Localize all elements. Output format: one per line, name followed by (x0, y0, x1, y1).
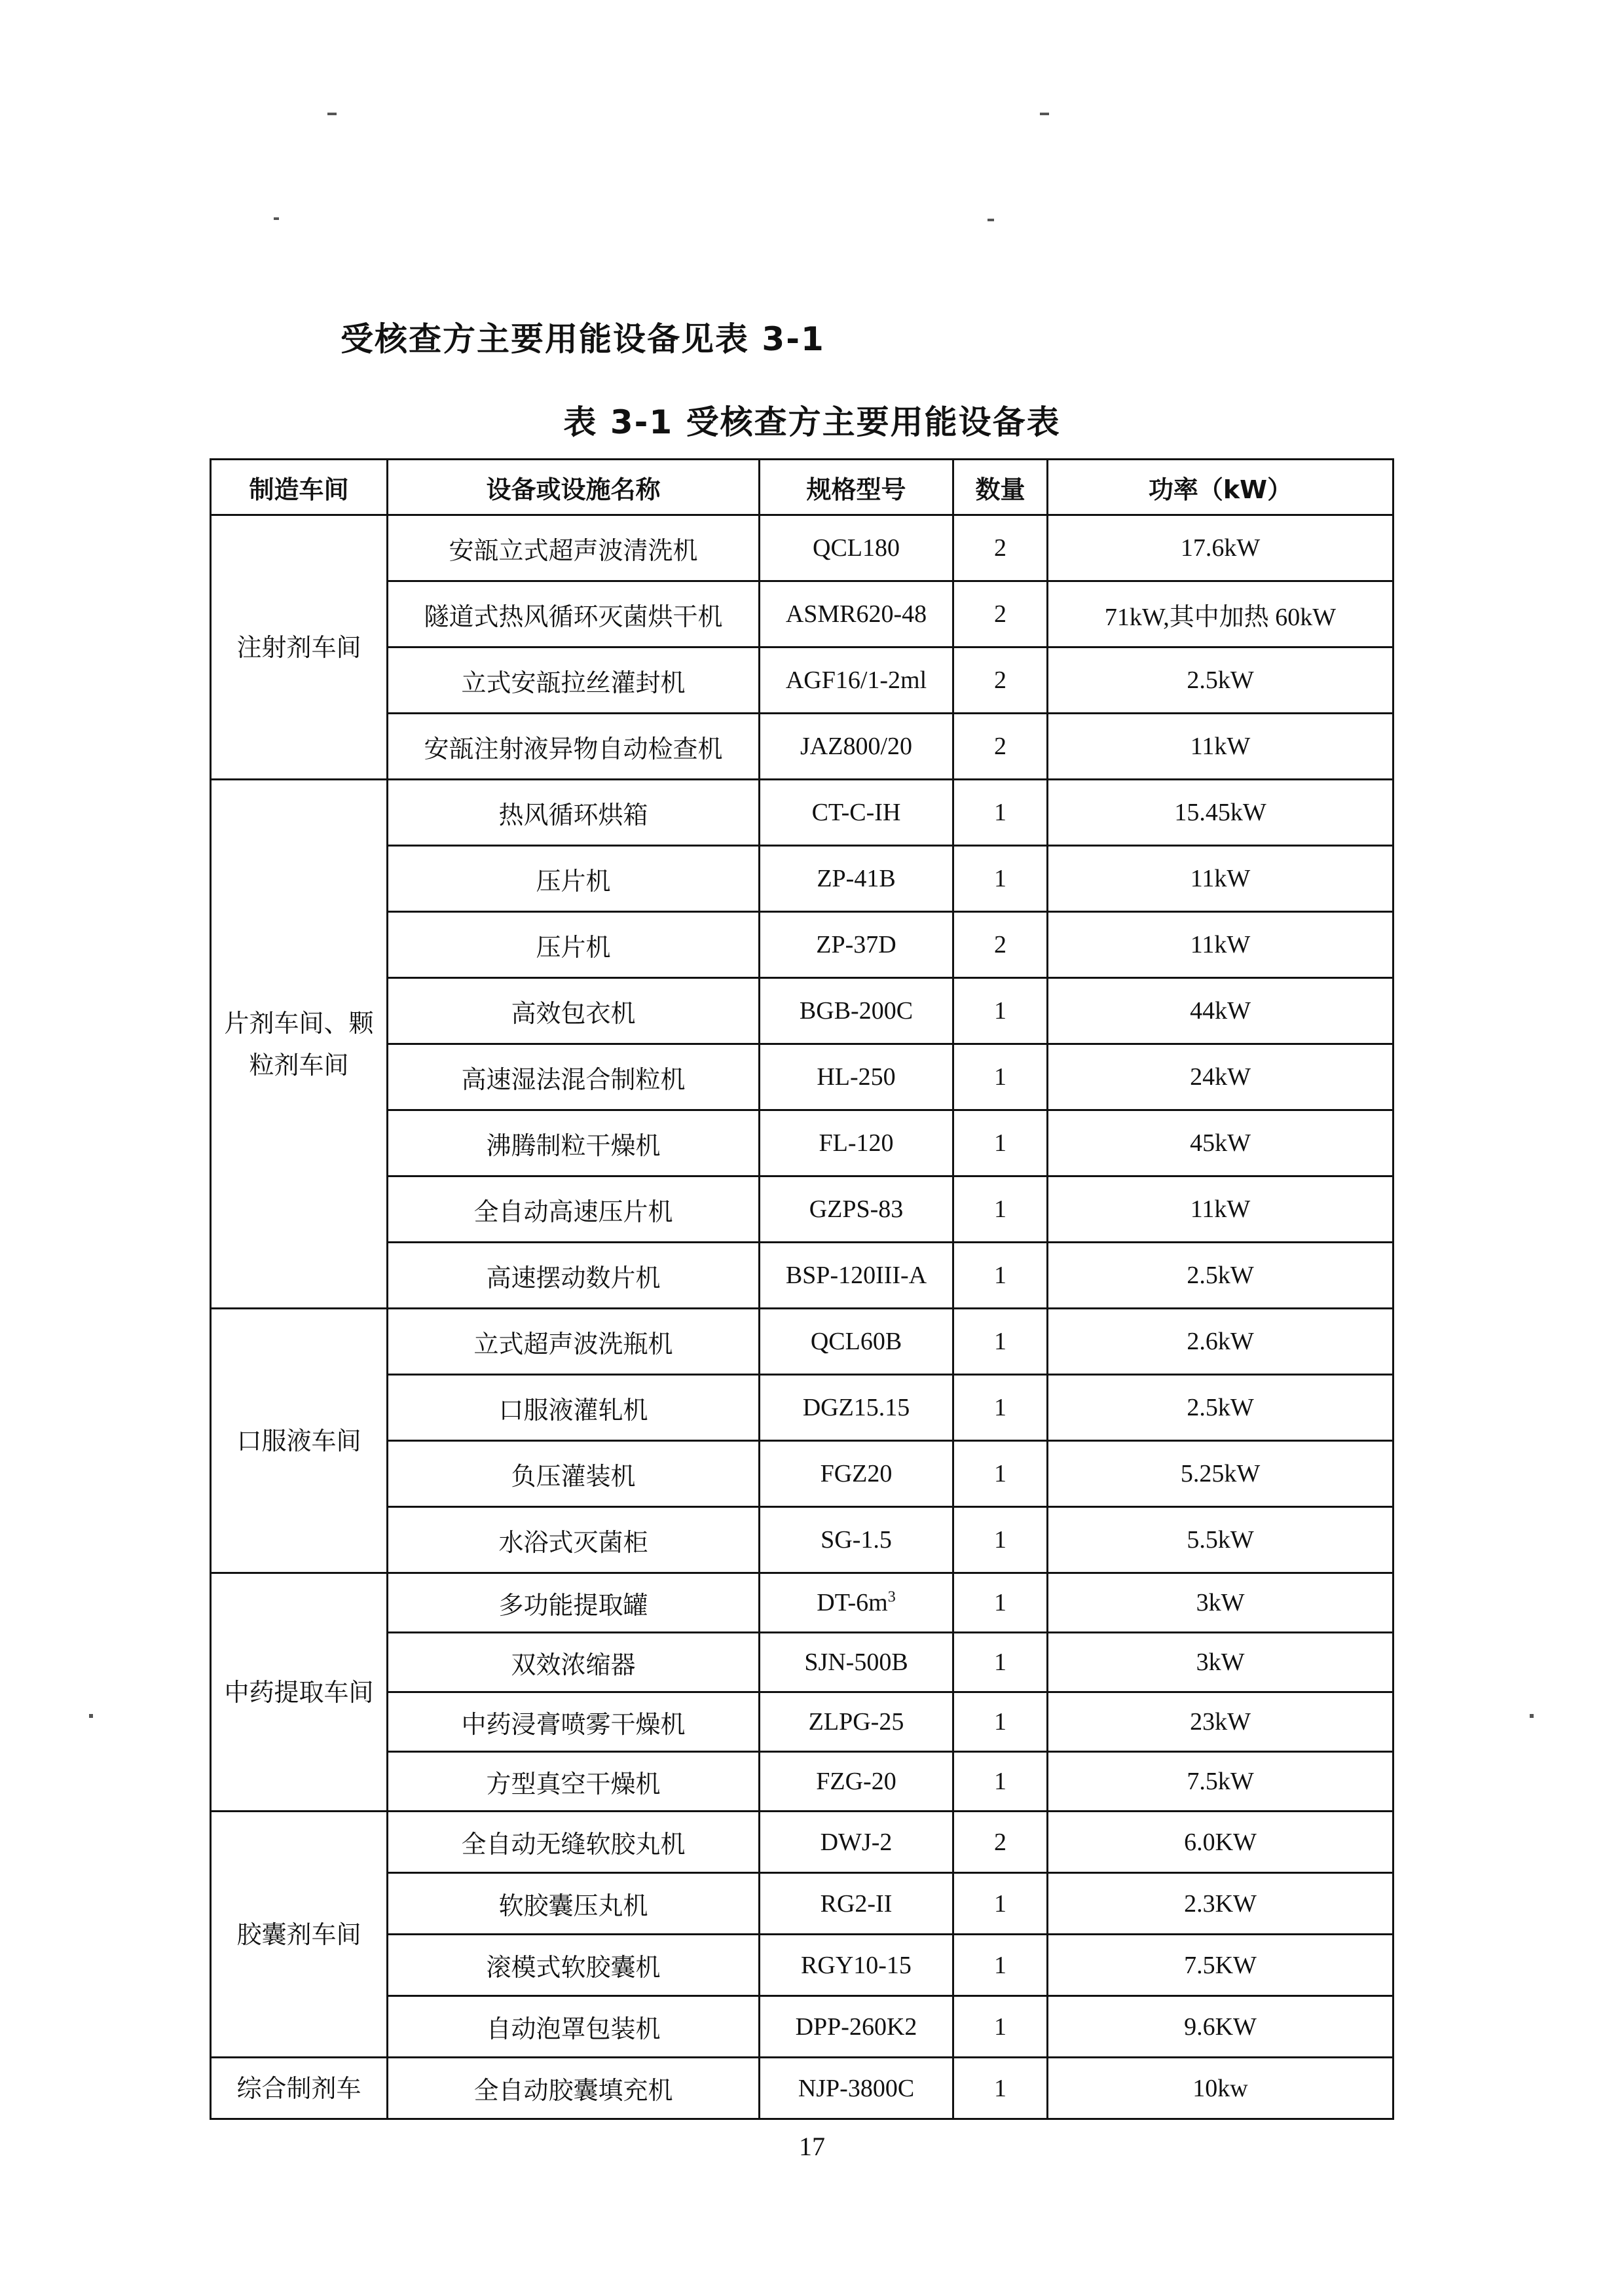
equipment-model: CT-C-IH (760, 780, 953, 846)
equipment-qty: 1 (953, 1507, 1048, 1573)
equipment-power: 5.5kW (1048, 1507, 1393, 1573)
page-number: 17 (799, 2132, 825, 2161)
equipment-power: 11kW (1048, 846, 1393, 912)
equipment-name: 全自动高速压片机 (388, 1176, 760, 1243)
equipment-qty: 2 (953, 581, 1048, 647)
table-row (211, 1996, 1393, 2058)
equipment-power: 7.5KW (1048, 1935, 1393, 1996)
table-row (211, 515, 1393, 581)
model-superscript: 3 (887, 1588, 896, 1606)
table-row (211, 581, 1393, 647)
equipment-qty: 1 (953, 846, 1048, 912)
equipment-qty: 1 (953, 1176, 1048, 1243)
table-row (211, 978, 1393, 1044)
equipment-model: AGF16/1-2ml (760, 647, 953, 714)
equipment-name: 高效包衣机 (388, 978, 760, 1044)
section-heading: 受核查方主要用能设备见表 3-1 (341, 320, 825, 358)
equipment-qty: 1 (953, 1375, 1048, 1441)
equipment-qty: 1 (953, 1441, 1048, 1507)
table-row (211, 1176, 1393, 1243)
equipment-name: 立式安瓿拉丝灌封机 (388, 647, 760, 714)
equipment-qty: 1 (953, 1309, 1048, 1375)
equipment-qty: 2 (953, 912, 1048, 978)
equipment-model: QCL180 (760, 515, 953, 581)
equipment-name: 压片机 (388, 846, 760, 912)
workshop-cell: 口服液车间 (211, 1309, 388, 1573)
table-row (211, 714, 1393, 780)
table-row (211, 1812, 1393, 1873)
scan-speck (1530, 1714, 1534, 1718)
equipment-name: 双效浓缩器 (388, 1633, 760, 1692)
header-equipment-name: 设备或设施名称 (388, 460, 760, 515)
equipment-qty: 1 (953, 1996, 1048, 2058)
equipment-model: FL-120 (760, 1110, 953, 1176)
equipment-name: 立式超声波洗瓶机 (388, 1309, 760, 1375)
table-row (211, 1752, 1393, 1812)
equipment-model: BGB-200C (760, 978, 953, 1044)
equipment-power: 10kw (1048, 2058, 1393, 2119)
equipment-model (760, 1573, 953, 1633)
table-header-row (211, 460, 1393, 515)
table-row (211, 1441, 1393, 1507)
equipment-power: 2.6kW (1048, 1309, 1393, 1375)
equipment-model: NJP-3800C (760, 2058, 953, 2119)
equipment-model: ASMR620-48 (760, 581, 953, 647)
equipment-power: 71kW,其中加热 60kW (1048, 581, 1393, 647)
equipment-name: 隧道式热风循环灭菌烘干机 (388, 581, 760, 647)
equipment-power: 6.0KW (1048, 1812, 1393, 1873)
equipment-name: 全自动无缝软胶丸机 (388, 1812, 760, 1873)
equipment-name: 安瓿立式超声波清洗机 (388, 515, 760, 581)
header-workshop: 制造车间 (211, 460, 388, 515)
equipment-power: 45kW (1048, 1110, 1393, 1176)
equipment-qty: 1 (953, 1110, 1048, 1176)
equipment-qty: 1 (953, 1935, 1048, 1996)
equipment-power: 3kW (1048, 1573, 1393, 1633)
equipment-name: 口服液灌轧机 (388, 1375, 760, 1441)
equipment-name: 水浴式灭菌柜 (388, 1507, 760, 1573)
table-row (211, 1573, 1393, 1633)
equipment-qty: 1 (953, 2058, 1048, 2119)
equipment-qty: 1 (953, 1044, 1048, 1110)
header-power: 功率（kW） (1048, 460, 1393, 515)
equipment-model: RGY10-15 (760, 1935, 953, 1996)
equipment-name: 高速摆动数片机 (388, 1243, 760, 1309)
table-row (211, 1044, 1393, 1110)
equipment-power: 2.5kW (1048, 1375, 1393, 1441)
header-model: 规格型号 (760, 460, 953, 515)
table-row (211, 1633, 1393, 1692)
equipment-name: 多功能提取罐 (388, 1573, 760, 1633)
table-row (211, 846, 1393, 912)
equipment-power: 11kW (1048, 714, 1393, 780)
equipment-power: 17.6kW (1048, 515, 1393, 581)
table-row (211, 1935, 1393, 1996)
equipment-name: 高速湿法混合制粒机 (388, 1044, 760, 1110)
header-quantity: 数量 (953, 460, 1048, 515)
equipment-model: JAZ800/20 (760, 714, 953, 780)
equipment-name: 自动泡罩包装机 (388, 1996, 760, 2058)
table-row (211, 1507, 1393, 1573)
workshop-cell: 综合制剂车 (211, 2058, 388, 2119)
equipment-power: 2.5kW (1048, 1243, 1393, 1309)
equipment-model: FGZ20 (760, 1441, 953, 1507)
table-row (211, 1375, 1393, 1441)
equipment-name: 热风循环烘箱 (388, 780, 760, 846)
equipment-model: SG-1.5 (760, 1507, 953, 1573)
workshop-cell: 注射剂车间 (211, 515, 388, 780)
equipment-table (210, 458, 1394, 2120)
table-row (211, 1309, 1393, 1375)
equipment-power: 2.3KW (1048, 1873, 1393, 1935)
equipment-model: DPP-260K2 (760, 1996, 953, 2058)
scan-speck (987, 219, 994, 221)
scan-speck (274, 217, 279, 220)
equipment-name: 全自动胶囊填充机 (388, 2058, 760, 2119)
table-row (211, 1243, 1393, 1309)
workshop-cell: 片剂车间、颗粒剂车间 (211, 780, 388, 1309)
equipment-qty: 2 (953, 647, 1048, 714)
workshop-cell: 胶囊剂车间 (211, 1812, 388, 2058)
table-row (211, 1692, 1393, 1752)
equipment-name: 负压灌装机 (388, 1441, 760, 1507)
equipment-model: DWJ-2 (760, 1812, 953, 1873)
scan-speck (89, 1714, 93, 1718)
equipment-qty: 1 (953, 1243, 1048, 1309)
equipment-power: 11kW (1048, 912, 1393, 978)
equipment-model: DGZ15.15 (760, 1375, 953, 1441)
equipment-power: 9.6KW (1048, 1996, 1393, 2058)
equipment-power: 5.25kW (1048, 1441, 1393, 1507)
equipment-model: QCL60B (760, 1309, 953, 1375)
equipment-model: ZP-41B (760, 846, 953, 912)
equipment-model: RG2-II (760, 1873, 953, 1935)
equipment-power: 11kW (1048, 1176, 1393, 1243)
equipment-qty: 2 (953, 1812, 1048, 1873)
equipment-power: 3kW (1048, 1633, 1393, 1692)
equipment-name: 中药浸膏喷雾干燥机 (388, 1692, 760, 1752)
equipment-name: 软胶囊压丸机 (388, 1873, 760, 1935)
equipment-model: ZLPG-25 (760, 1692, 953, 1752)
equipment-qty: 2 (953, 515, 1048, 581)
equipment-power: 44kW (1048, 978, 1393, 1044)
scan-speck (1040, 113, 1049, 115)
equipment-name: 方型真空干燥机 (388, 1752, 760, 1812)
equipment-model: BSP-120III-A (760, 1243, 953, 1309)
equipment-power: 15.45kW (1048, 780, 1393, 846)
table-row (211, 1873, 1393, 1935)
equipment-model: ZP-37D (760, 912, 953, 978)
equipment-qty: 2 (953, 714, 1048, 780)
equipment-qty: 1 (953, 1573, 1048, 1633)
equipment-qty: 1 (953, 1873, 1048, 1935)
equipment-name: 安瓿注射液异物自动检查机 (388, 714, 760, 780)
table-row (211, 1110, 1393, 1176)
equipment-power: 23kW (1048, 1692, 1393, 1752)
equipment-power: 2.5kW (1048, 647, 1393, 714)
equipment-qty: 1 (953, 1692, 1048, 1752)
equipment-model: FZG-20 (760, 1752, 953, 1812)
equipment-qty: 1 (953, 1752, 1048, 1812)
table-row (211, 2058, 1393, 2119)
equipment-power: 7.5kW (1048, 1752, 1393, 1812)
equipment-model: SJN-500B (760, 1633, 953, 1692)
equipment-name: 压片机 (388, 912, 760, 978)
table-caption: 表 3-1 受核查方主要用能设备表 (563, 403, 1061, 441)
scan-speck (327, 113, 337, 115)
equipment-model: GZPS-83 (760, 1176, 953, 1243)
equipment-qty: 1 (953, 1633, 1048, 1692)
table-row (211, 912, 1393, 978)
equipment-name: 滚模式软胶囊机 (388, 1935, 760, 1996)
equipment-power: 24kW (1048, 1044, 1393, 1110)
model-text: DT-6m (817, 1589, 888, 1616)
equipment-name: 沸腾制粒干燥机 (388, 1110, 760, 1176)
equipment-qty: 1 (953, 978, 1048, 1044)
equipment-qty: 1 (953, 780, 1048, 846)
table-row (211, 780, 1393, 846)
workshop-cell: 中药提取车间 (211, 1573, 388, 1812)
equipment-model: HL-250 (760, 1044, 953, 1110)
table-row (211, 647, 1393, 714)
